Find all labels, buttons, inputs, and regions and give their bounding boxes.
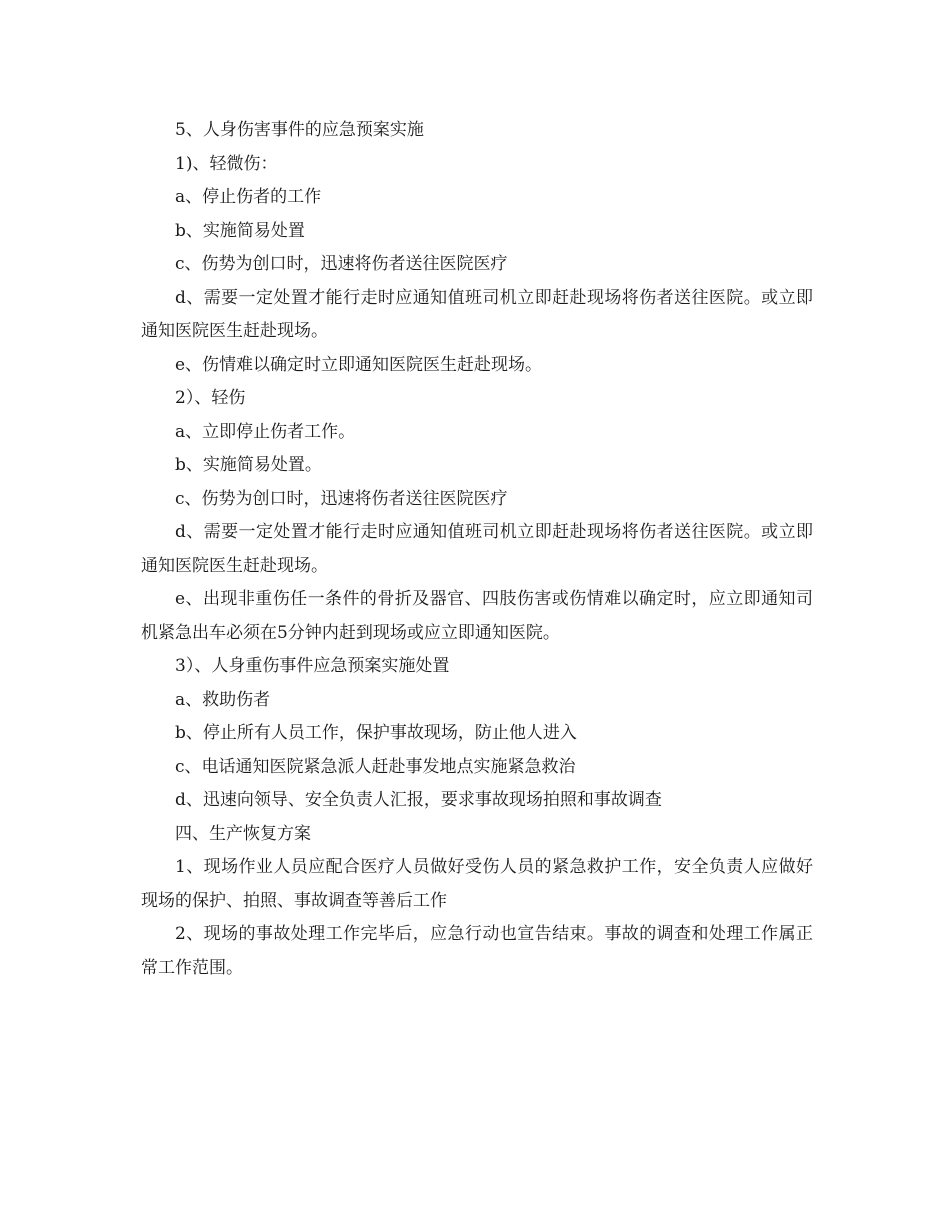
list-item: a、立即停止伤者工作。	[175, 421, 356, 442]
subheading-light-injury: 2）、轻伤	[175, 388, 246, 408]
subheading-minor-injury: 1)、轻微伤：	[175, 153, 278, 174]
section-heading-recovery: 四、生产恢复方案	[175, 823, 311, 844]
recovery-item: 1、现场作业人员应配合医疗人员做好受伤人员的紧急救护工作，安全负责人应做好现场的保护、拍照、事故调查等善后工作	[141, 857, 813, 911]
list-item: c、伤势为创口时，迅速将伤者送往医院医疗	[175, 254, 508, 274]
list-item: b、实施简易处置。	[175, 455, 322, 475]
recovery-item: 2、现场的事故处理工作完毕后，应急行动也宣告结束。事故的调查和处理工作属正常工作范围。	[141, 924, 813, 978]
document-body	[141, 114, 813, 985]
list-item: e、伤情难以确定时立即通知医院医生赶赴现场。	[175, 354, 543, 375]
list-item: a、停止伤者的工作	[175, 187, 322, 207]
list-item: d、迅速向领导、安全负责人汇报，要求事故现场拍照和事故调查	[175, 790, 662, 810]
subheading-serious-injury: 3）、人身重伤事件应急预案实施处置	[175, 656, 450, 676]
list-item: c、伤势为创口时，迅速将伤者送往医院医疗	[175, 488, 508, 509]
section-heading-personal-injury: 5、人身伤害事件的应急预案实施	[175, 120, 424, 140]
list-item: a、救助伤者	[175, 689, 271, 710]
list-item: b、实施简易处置	[175, 220, 305, 241]
list-item: c、电话通知医院紧急派人赶赴事发地点实施紧急救治	[175, 756, 576, 777]
list-item: b、停止所有人员工作，保护事故现场，防止他人进入	[175, 723, 577, 743]
list-item: e、出现非重伤任一条件的骨折及器官、四肢伤害或伤情难以确定时，应立即通知司机紧急出车必须在5分钟内赶到现场或应立即通知医院。	[141, 589, 813, 643]
list-item: d、需要一定处置才能行走时应通知值班司机立即赶赴现场将伤者送往医院。或立即通知医院医生赶赴现场。	[141, 287, 813, 341]
list-item: d、需要一定处置才能行走时应通知值班司机立即赶赴现场将伤者送往医院。或立即通知医院医生赶赴现场。	[141, 522, 813, 576]
